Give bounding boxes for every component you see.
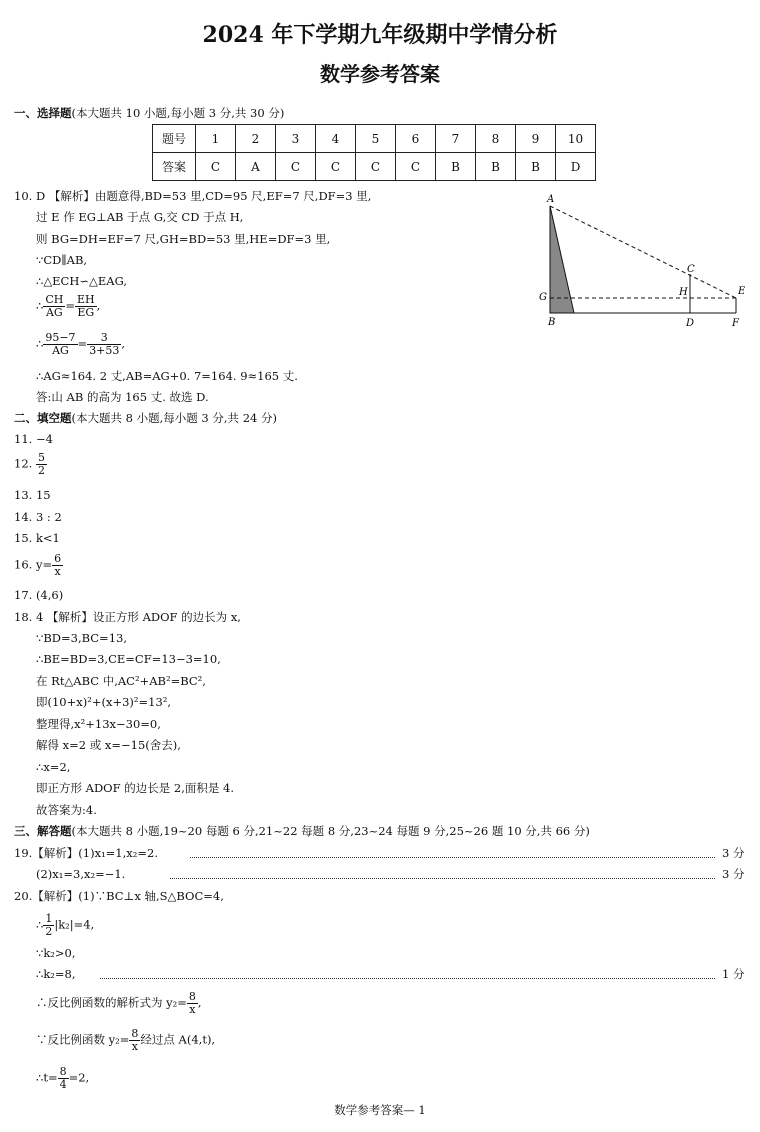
q20-prefix: ∴	[36, 917, 44, 932]
section3-heading-row	[14, 824, 590, 838]
q18-line: ∴BE=BD=3,CE=CF=13−3=10,	[36, 652, 221, 666]
answer-11: 11. −4	[14, 432, 53, 446]
q20-prefix: ∴反比例函数的解析式为 y₂=	[36, 995, 187, 1010]
q20-suffix: ,	[197, 995, 202, 1010]
q10-line: 10. D 【解析】由题意得,BD=53 里,CD=95 尺,EF=7 尺,DF=3 里,	[14, 189, 372, 203]
q10-line: 过 E 作 EG⊥AB 于点 G,交 CD 于点 H,	[36, 210, 244, 224]
q18-line: ∴x=2,	[36, 760, 71, 774]
q20-suffix: =2,	[68, 1070, 90, 1085]
numerator: 5	[37, 451, 45, 464]
fraction	[187, 991, 198, 1016]
page-subtitle: 数学参考答案	[320, 62, 440, 86]
q18-line: 即(10+x)²+(x+3)²=13²,	[36, 695, 172, 709]
denominator: x	[131, 1040, 139, 1053]
mountain-shape	[550, 206, 574, 313]
table-cell: 5	[356, 125, 396, 153]
q10-line: ∵CD∥AB,	[36, 253, 88, 267]
denominator: 3+53	[89, 344, 120, 357]
table-cell: C	[276, 153, 316, 181]
page-title: 2024 年下学期九年级期中学情分析	[202, 22, 558, 48]
denominator: AG	[52, 344, 69, 357]
q10-line: 答:山 AB 的高为 165 丈. 故选 D.	[36, 390, 209, 404]
table-header-cell: 题号	[153, 125, 196, 153]
answer-16-prefix: 16. y=	[14, 557, 53, 572]
q10-proportion-1	[36, 294, 100, 319]
section3-note: (本大题共 8 小题,19~20 每题 6 分,21~22 每题 8 分,23~24 每题 9 分,25~26 题 10 分,共 66 分)	[71, 824, 590, 838]
numerator: 6	[54, 552, 62, 565]
q18-line: 解得 x=2 或 x=−15(舍去),	[36, 738, 181, 752]
denominator: 2	[37, 464, 45, 477]
table-cell: 10	[556, 125, 596, 153]
table-cell: 3	[276, 125, 316, 153]
fraction	[36, 452, 47, 477]
q20-prefix: ∴t=	[36, 1070, 58, 1085]
label-a: A	[547, 194, 555, 205]
q19-part1: 19.【解析】(1)x₁=1,x₂=2.	[14, 846, 158, 860]
label-c: C	[687, 264, 695, 275]
q20-line	[36, 1066, 89, 1091]
fraction	[43, 332, 77, 357]
q20-line	[36, 913, 94, 938]
answer-table-row-answers	[153, 153, 596, 181]
denominator: x	[54, 565, 61, 578]
denominator: 4	[59, 1078, 67, 1091]
answer-table-row-numbers	[153, 125, 596, 153]
score-label: 3 分	[722, 867, 745, 881]
fraction	[43, 913, 54, 938]
section1-heading: 一、选择题	[14, 106, 72, 120]
q18-line: ∵BD=3,BC=13,	[36, 631, 127, 645]
table-cell: C	[316, 153, 356, 181]
label-f: F	[732, 318, 739, 329]
answer-table	[152, 124, 596, 181]
sight-line	[550, 206, 736, 298]
q18-line: 18. 4 【解析】设正方形 ADOF 的边长为 x,	[14, 610, 241, 624]
answer-14: 14. 3 : 2	[14, 510, 62, 524]
table-cell: 6	[396, 125, 436, 153]
dot-leader	[100, 978, 715, 979]
denominator: 2	[45, 925, 53, 938]
table-cell: B	[516, 153, 556, 181]
fraction	[129, 1028, 140, 1053]
numerator: 95−7	[45, 331, 76, 344]
section1-note: (本大题共 10 小题,每小题 3 分,共 30 分)	[71, 106, 285, 120]
denominator: x	[189, 1003, 196, 1016]
q10-frac2-prefix: ∴	[36, 336, 44, 351]
numerator: 3	[87, 332, 121, 345]
section1-heading-row	[14, 106, 284, 120]
q18-line: 在 Rt△ABC 中,AC²+AB²=BC²,	[36, 674, 206, 688]
numerator: 8	[131, 1027, 139, 1040]
table-cell: C	[396, 153, 436, 181]
q10-line: 则 BG=DH=EF=7 尺,GH=BD=53 里,HE=DF=3 里,	[36, 232, 331, 246]
q10-frac1-prefix: ∴	[36, 298, 44, 313]
q20-suffix: |k₂|=4,	[54, 917, 95, 932]
table-cell: 1	[196, 125, 236, 153]
section2-heading-row	[14, 411, 277, 425]
q10-line: ∴AG≈164. 2 丈,AB=AG+0. 7=164. 9≈165 丈.	[36, 369, 298, 383]
q10-proportion-2	[36, 332, 125, 357]
numerator: 8	[59, 1065, 67, 1078]
table-cell: 2	[236, 125, 276, 153]
numerator: 8	[188, 990, 196, 1003]
denominator: EG	[77, 306, 95, 319]
table-cell: 4	[316, 125, 356, 153]
section3-heading: 三、解答题	[14, 824, 72, 838]
dot-leader	[170, 878, 715, 879]
fraction	[43, 294, 65, 319]
q18-line: 整理得,x²+13x−30=0,	[36, 717, 161, 731]
label-d: D	[686, 318, 695, 329]
table-cell: C	[196, 153, 236, 181]
fraction	[52, 553, 63, 578]
dot-leader	[190, 857, 715, 858]
answer-13: 13. 15	[14, 488, 51, 502]
table-cell: B	[476, 153, 516, 181]
q20-line	[36, 991, 202, 1016]
answer-17: 17. (4,6)	[14, 588, 64, 602]
table-cell: C	[356, 153, 396, 181]
label-e: E	[738, 286, 746, 297]
equals: =	[77, 336, 88, 351]
score-label: 1 分	[722, 967, 745, 981]
q20-suffix: 经过点 A(4,t),	[140, 1032, 216, 1047]
equals: =	[65, 298, 75, 313]
table-cell: 7	[436, 125, 476, 153]
page-footer: 数学参考答案— 1	[334, 1103, 426, 1117]
section2-heading: 二、填空题	[14, 411, 72, 425]
q19-part2: (2)x₁=3,x₂=−1.	[36, 867, 126, 881]
label-h: H	[679, 287, 688, 298]
suffix: ,	[96, 298, 101, 313]
q20-line: ∴k₂=8,	[36, 967, 76, 981]
q10-line: ∴△ECH∽△EAG,	[36, 274, 127, 288]
numerator: EH	[76, 293, 95, 306]
fraction	[87, 332, 121, 357]
label-b: B	[548, 317, 556, 328]
suffix: ,	[121, 336, 126, 351]
q20-prefix: ∵反比例函数 y₂=	[36, 1032, 130, 1047]
q20-line	[36, 1028, 215, 1053]
fraction	[58, 1066, 69, 1091]
q18-line: 即正方形 ADOF 的边长是 2,面积是 4.	[36, 781, 234, 795]
answer-15: 15. k<1	[14, 531, 60, 545]
label-g: G	[539, 292, 547, 303]
q20-line: ∵k₂>0,	[36, 946, 76, 960]
numerator: CH	[45, 293, 64, 306]
denominator: AG	[45, 306, 63, 319]
table-header-cell: 答案	[153, 153, 196, 181]
q10-geometry-diagram	[530, 188, 755, 333]
table-cell: D	[556, 153, 596, 181]
table-cell: 9	[516, 125, 556, 153]
q18-line: 故答案为:4.	[36, 803, 97, 817]
section2-note: (本大题共 8 小题,每小题 3 分,共 24 分)	[71, 411, 277, 425]
numerator: 1	[45, 912, 53, 925]
q20-line: 20.【解析】(1)∵BC⊥x 轴,S△BOC=4,	[14, 889, 224, 903]
score-label: 3 分	[722, 846, 745, 860]
table-cell: A	[236, 153, 276, 181]
answer-12-prefix: 12.	[14, 456, 36, 471]
fraction	[75, 294, 97, 319]
table-cell: B	[436, 153, 476, 181]
table-cell: 8	[476, 125, 516, 153]
answer-12	[14, 452, 47, 477]
answer-16	[14, 553, 63, 578]
